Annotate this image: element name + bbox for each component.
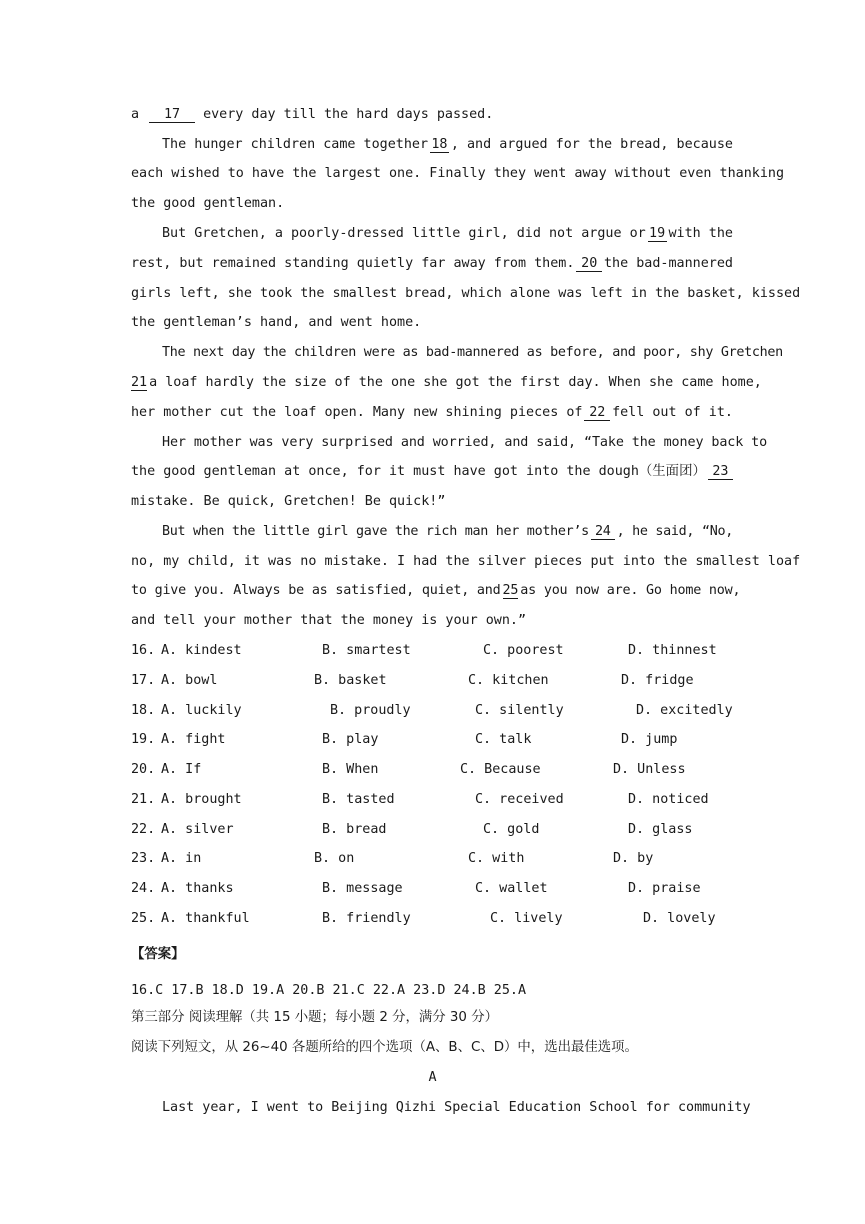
question-number: 19.: [131, 732, 156, 747]
passage-line: [131, 106, 733, 124]
passage-line: [131, 255, 733, 273]
passage-line: [131, 404, 733, 422]
option-row-17: [131, 672, 741, 690]
question-number: 25.: [131, 911, 156, 926]
passage-line: and tell your mother that the money is your own.”: [131, 613, 527, 628]
text-fragment: fell out of it.: [612, 405, 733, 420]
option-c: C. with: [468, 851, 525, 866]
blank-23: 23: [708, 464, 733, 480]
option-a: A. If: [161, 762, 202, 777]
option-row-19: [131, 731, 741, 749]
blank-17: 17: [149, 107, 195, 123]
passage-line: [131, 582, 741, 600]
text-fragment: her mother cut the loaf open. Many new shining pieces of: [131, 405, 583, 420]
option-c: C. received: [475, 792, 564, 807]
blank-20: 20: [576, 256, 602, 272]
passage-line: mistake. Be quick, Gretchen! Be quick!”: [131, 494, 446, 509]
option-row-21: [131, 791, 741, 809]
option-b: B. play: [322, 732, 379, 747]
option-a: A. fight: [161, 732, 226, 747]
question-number: 24.: [131, 881, 156, 896]
passage-line: the gentleman’s hand, and went home.: [131, 315, 422, 330]
option-a: A. kindest: [161, 643, 242, 658]
option-a: A. in: [161, 851, 202, 866]
blank-24: 24: [591, 524, 615, 540]
passage-line: The next day the children were as bad-mannered as before, and poor, shy Gretchen: [162, 345, 783, 360]
answer-heading: 【答案】: [131, 947, 185, 962]
option-row-23: [131, 850, 741, 868]
option-d: D. thinnest: [628, 643, 717, 658]
option-c: C. talk: [475, 732, 532, 747]
option-row-20: [131, 761, 741, 779]
passage-line: [162, 225, 733, 243]
passage-line: no, my child, it was no mistake. I had the silver pieces put into the smallest loaf: [131, 554, 801, 569]
section-title: 第三部分 阅读理解（共 15 小题；每小题 2 分，满分 30 分）: [131, 1010, 498, 1025]
option-b: B. friendly: [322, 911, 411, 926]
passage-line: girls left, she took the smallest bread, which alone was left in the basket, kissed: [131, 286, 801, 301]
option-row-18: [131, 702, 741, 720]
text-fragment: But when the little girl gave the rich man her mother’s: [162, 524, 589, 539]
option-b: B. bread: [322, 822, 387, 837]
passage-line: [162, 523, 733, 541]
option-c: C. wallet: [475, 881, 548, 896]
option-d: D. by: [613, 851, 654, 866]
option-b: B. message: [322, 881, 403, 896]
blank-19: 19: [649, 226, 666, 241]
option-a: A. luckily: [161, 703, 242, 718]
option-d: D. Unless: [613, 762, 686, 777]
option-b: B. tasted: [322, 792, 395, 807]
text-fragment: rest, but remained standing quietly far away from them.: [131, 256, 575, 271]
passage-line: Her mother was very surprised and worried, and said, “Take the money back to: [162, 435, 768, 450]
option-row-22: [131, 821, 741, 839]
option-d: D. lovely: [643, 911, 716, 926]
passage-line: [131, 374, 762, 392]
option-row-16: [131, 642, 741, 660]
question-number: 16.: [131, 643, 156, 658]
text-fragment: the good gentleman at once, for it must have got into the dough（生面团）: [131, 464, 706, 479]
option-c: C. gold: [483, 822, 540, 837]
part-label: A: [428, 1070, 437, 1085]
text-fragment: to give you. Always be as satisfied, quiet, and: [131, 583, 501, 598]
text-fragment: the bad-mannered: [604, 256, 733, 271]
option-b: B. basket: [314, 673, 387, 688]
option-b: B. proudly: [330, 703, 411, 718]
option-d: D. noticed: [628, 792, 709, 807]
option-d: D. glass: [628, 822, 693, 837]
option-d: D. excitedly: [636, 703, 733, 718]
option-c: C. Because: [460, 762, 541, 777]
passage-line: [162, 136, 733, 154]
question-number: 20.: [131, 762, 156, 777]
blank-25: 25: [502, 583, 519, 598]
option-c: C. lively: [490, 911, 563, 926]
text-fragment: , and argued for the bread, because: [450, 137, 733, 152]
passage-line: each wished to have the largest one. Finally they went away without even thanking: [131, 166, 785, 181]
section-instruction: 阅读下列短文，从 26~40 各题所给的四个选项（A、B、C、D）中，选出最佳选项。: [131, 1040, 638, 1055]
option-a: A. silver: [161, 822, 234, 837]
option-a: A. bowl: [161, 673, 218, 688]
answer-key: 16.C 17.B 18.D 19.A 20.B 21.C 22.A 23.D 24.B 25.A: [131, 983, 527, 998]
question-number: 21.: [131, 792, 156, 807]
option-b: B. on: [314, 851, 355, 866]
text-fragment: a loaf hardly the size of the one she got the first day. When she came home,: [149, 375, 762, 390]
text-fragment: The hunger children came together: [162, 137, 429, 152]
text-fragment: every day till the hard days passed.: [203, 107, 494, 122]
passage-line: Last year, I went to Beijing Qizhi Special Education School for community: [162, 1100, 751, 1115]
text-fragment: But Gretchen, a poorly-dressed little girl, did not argue or: [162, 226, 646, 241]
option-c: C. kitchen: [468, 673, 549, 688]
text-fragment: a: [131, 107, 140, 122]
question-number: 17.: [131, 673, 156, 688]
text-fragment: with the: [668, 226, 733, 241]
option-b: B. smartest: [322, 643, 411, 658]
text-fragment: , he said, “No,: [616, 524, 733, 539]
option-d: D. fridge: [621, 673, 694, 688]
passage-line: the good gentleman.: [131, 196, 285, 211]
blank-18: 18: [431, 137, 448, 152]
question-number: 23.: [131, 851, 156, 866]
option-a: A. thanks: [161, 881, 234, 896]
text-fragment: as you now are. Go home now,: [520, 583, 741, 598]
blank-22: 22: [584, 405, 610, 421]
option-c: C. silently: [475, 703, 564, 718]
passage-line: [131, 463, 733, 481]
option-row-24: [131, 880, 741, 898]
question-number: 22.: [131, 822, 156, 837]
option-row-25: [131, 910, 741, 928]
option-a: A. brought: [161, 792, 242, 807]
option-a: A. thankful: [161, 911, 250, 926]
option-c: C. poorest: [483, 643, 564, 658]
blank-21: 21: [131, 375, 148, 390]
option-b: B. When: [322, 762, 379, 777]
option-d: D. jump: [621, 732, 678, 747]
option-d: D. praise: [628, 881, 701, 896]
question-number: 18.: [131, 703, 156, 718]
